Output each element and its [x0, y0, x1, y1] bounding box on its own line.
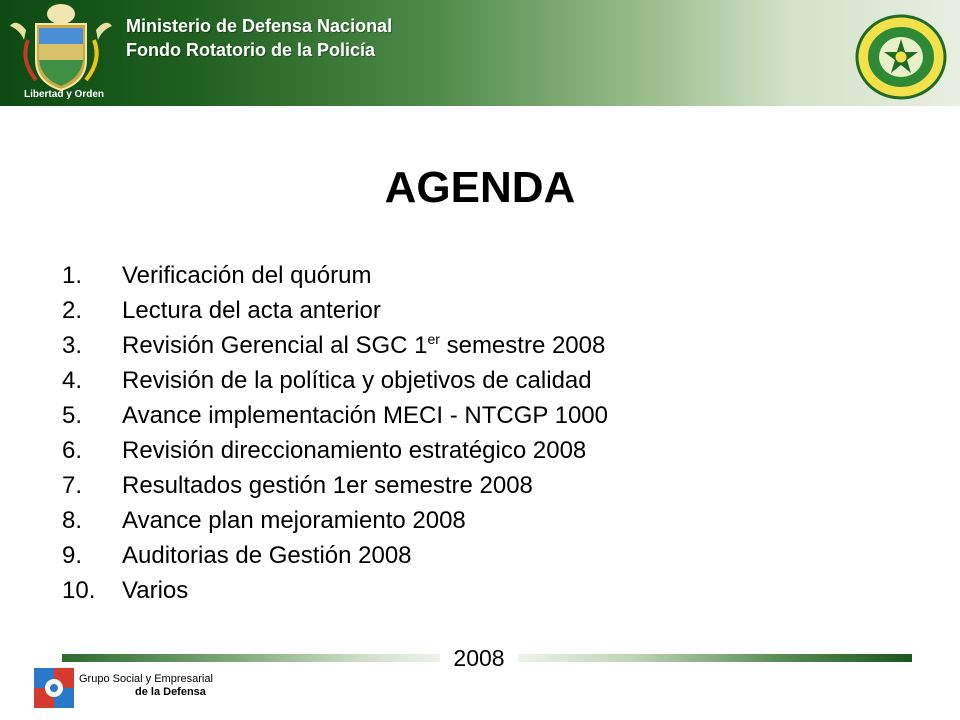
agenda-item: [62, 363, 608, 398]
ministry-line-1: Ministerio de Defensa Nacional: [126, 16, 393, 36]
footer-divider-left: [62, 654, 440, 662]
agenda-item-text-after: semestre 2008: [439, 331, 606, 359]
agenda-item-number: 5.: [62, 401, 83, 429]
ministry-title: [126, 14, 392, 62]
coat-caption: Libertad y Orden: [23, 89, 104, 100]
agenda-item-number: 7.: [62, 471, 83, 499]
agenda-item-number: 1.: [62, 261, 83, 289]
agenda-item-number: 4.: [62, 366, 83, 394]
agenda-item: [62, 433, 608, 468]
police-seal-logo: [855, 14, 947, 100]
agenda-item-text: Revisión direccionamiento estratégico 2008: [122, 436, 587, 464]
agenda-item: [62, 468, 608, 503]
agenda-item-number: 8.: [62, 506, 83, 534]
agenda-item: [62, 328, 608, 363]
ministry-line-2: Fondo Rotatorio de la Policía: [126, 40, 376, 60]
agenda-item-number: 6.: [62, 436, 83, 464]
agenda-item-text: Lectura del acta anterior: [122, 296, 381, 324]
footer-year: 2008: [453, 645, 505, 671]
agenda-item-number: 2.: [62, 296, 83, 324]
agenda-item-text: Auditorias de Gestión 2008: [122, 541, 412, 569]
agenda-item-text: Varios: [122, 576, 189, 604]
agenda-item-number: 3.: [62, 331, 83, 359]
agenda-item-number: 10.: [62, 576, 96, 604]
group-logo-icon: [34, 668, 74, 708]
group-line-1: Grupo Social y Empresarial: [79, 673, 213, 685]
group-name: [79, 673, 213, 699]
agenda-item-superscript: er: [427, 330, 440, 347]
agenda-item: [62, 398, 608, 433]
agenda-item-text: Avance plan mejoramiento 2008: [122, 506, 466, 534]
agenda-item-number: 9.: [62, 541, 83, 569]
agenda-item: [62, 258, 608, 293]
agenda-list: [62, 258, 608, 608]
footer-divider-right: [518, 654, 912, 662]
agenda-item-text: Avance implementación MECI - NTCGP 1000: [122, 401, 608, 429]
agenda-item: [62, 573, 608, 608]
agenda-item-text: Resultados gestión 1er semestre 2008: [122, 471, 533, 499]
group-line-2: de la Defensa: [135, 686, 206, 698]
header-banner: [0, 0, 960, 106]
agenda-item: [62, 503, 608, 538]
agenda-item-text-main: Revisión Gerencial al SGC 1: [122, 331, 428, 359]
agenda-item-text: [122, 332, 605, 360]
agenda-item: [62, 538, 608, 573]
agenda-item-text: Verificación del quórum: [122, 261, 372, 289]
agenda-item-text: Revisión de la política y objetivos de calidad: [122, 366, 592, 394]
agenda-item: [62, 293, 608, 328]
slide-title: AGENDA: [384, 163, 576, 212]
